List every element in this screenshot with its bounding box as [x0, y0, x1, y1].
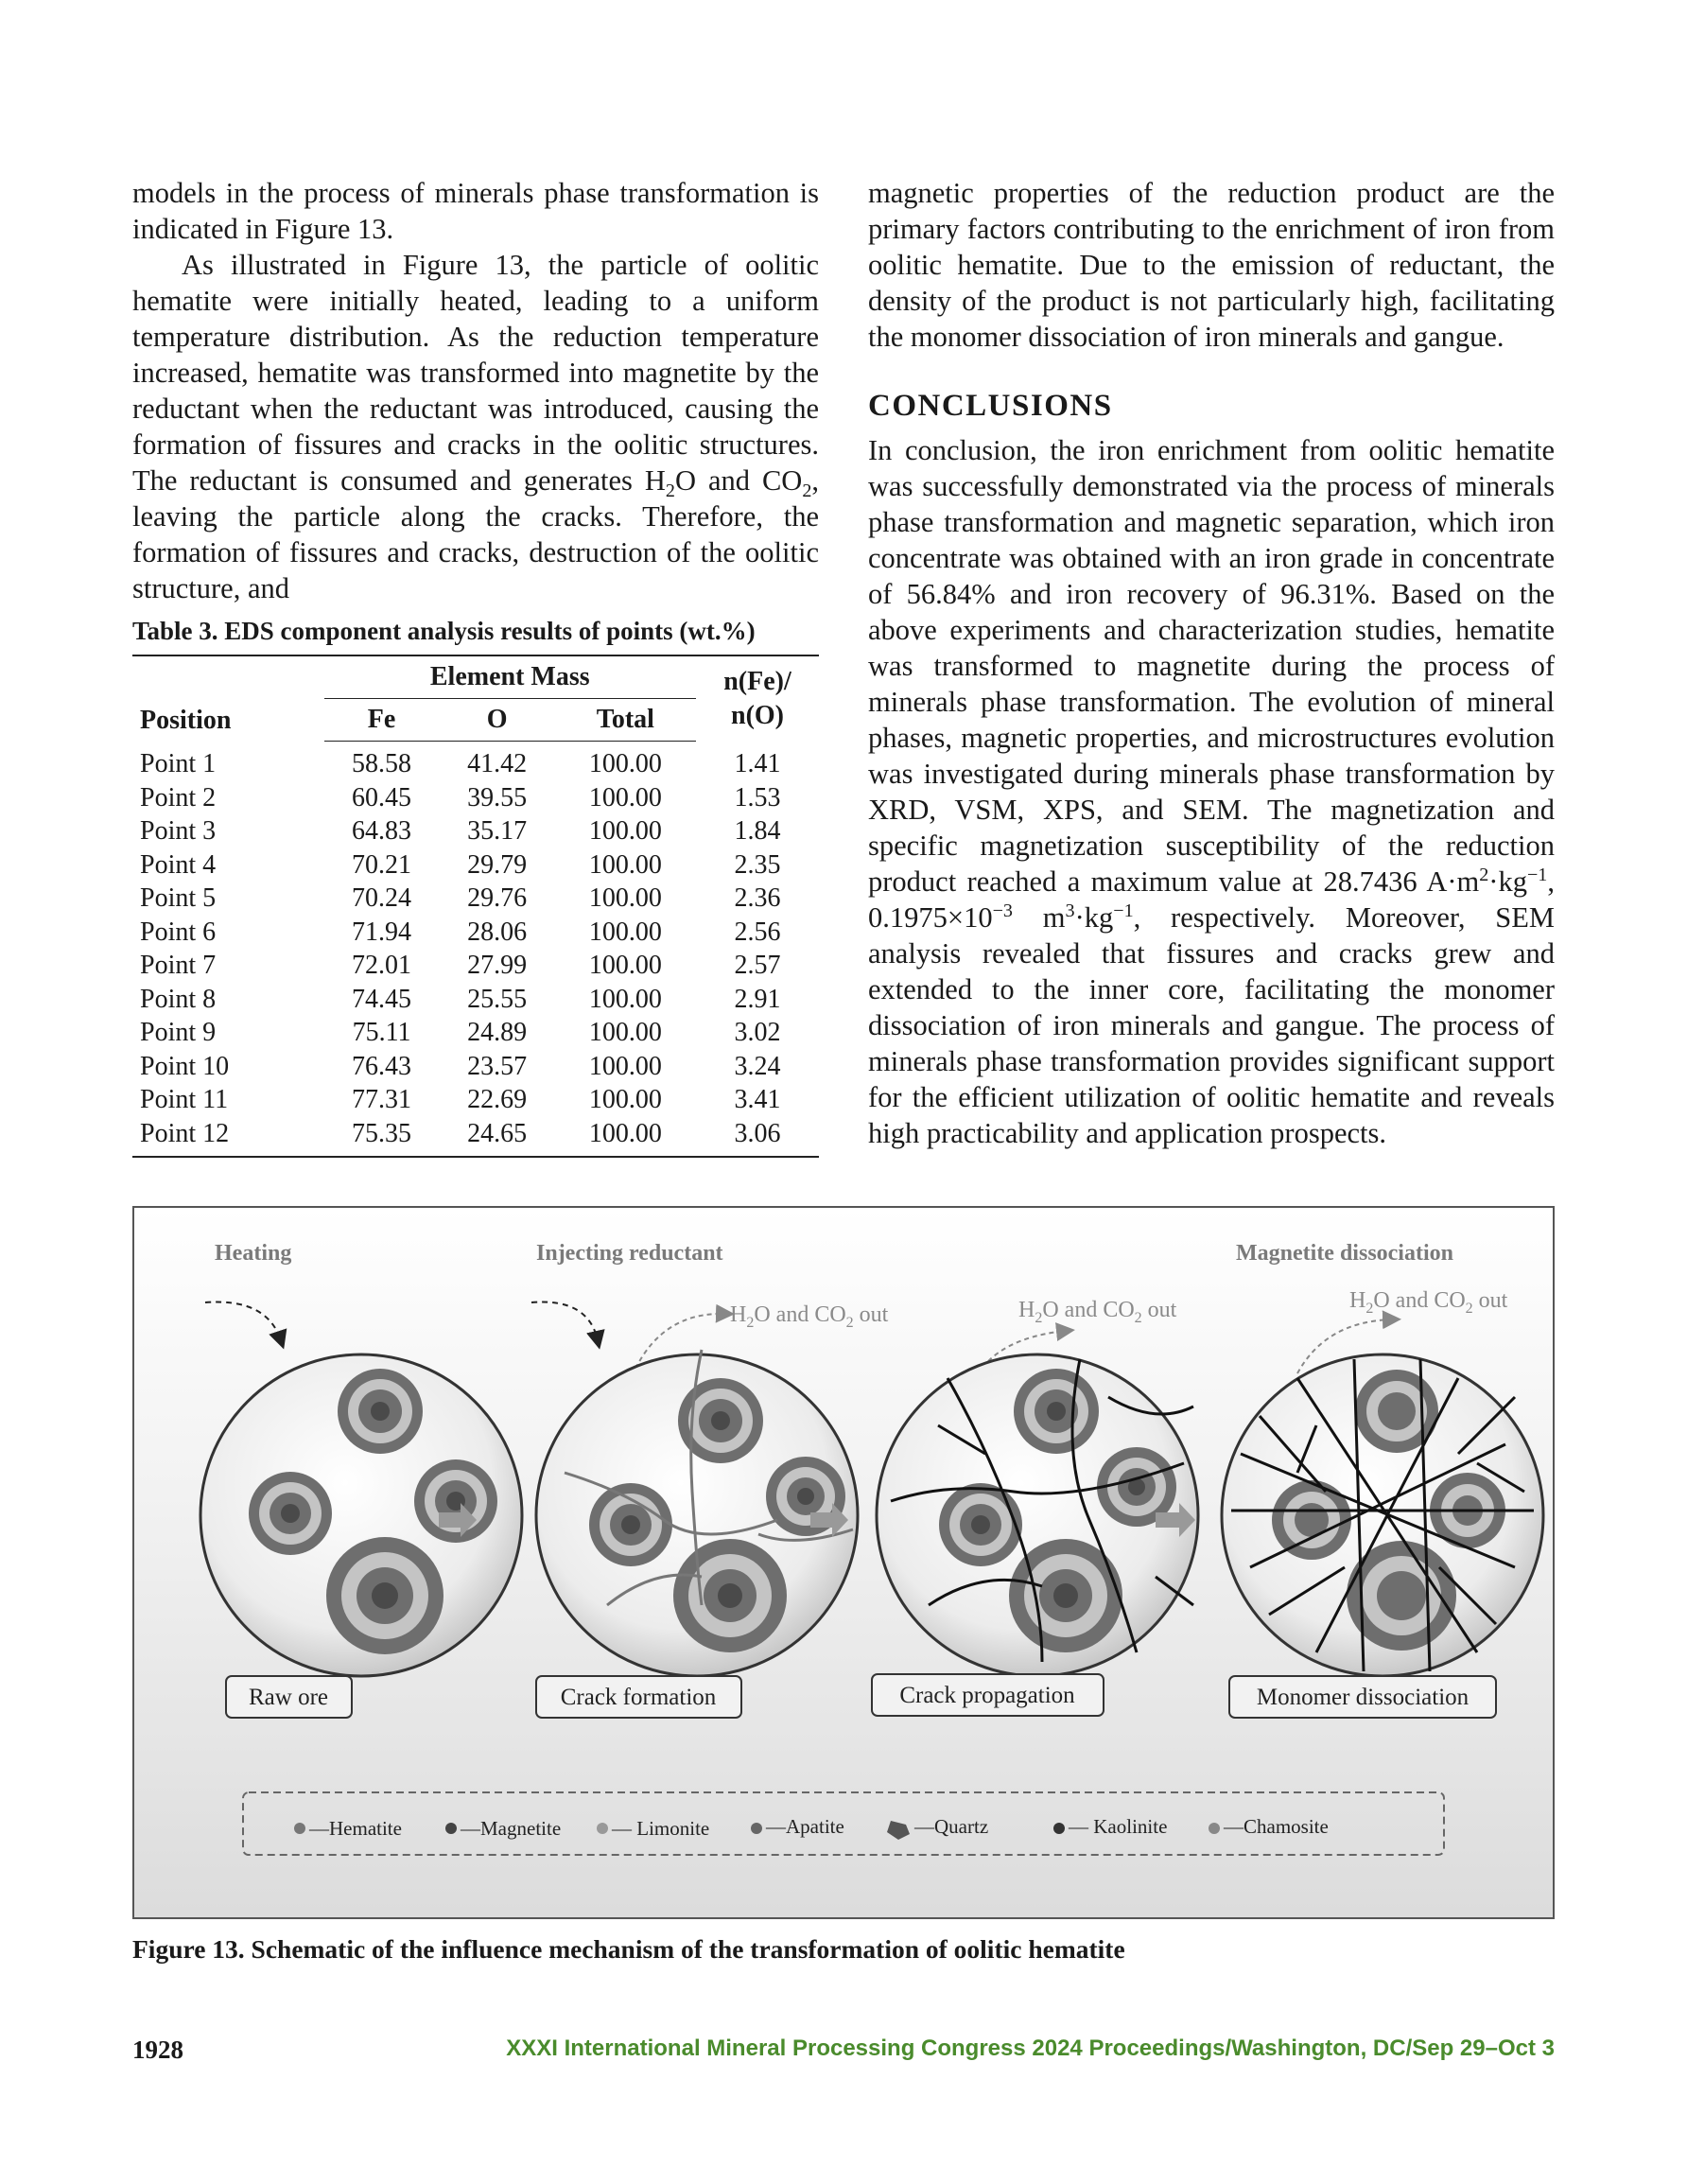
cell-fe: 64.83 [352, 816, 412, 846]
cell-o: 39.55 [467, 782, 528, 812]
label-crack-formation: Crack formation [560, 1685, 717, 1710]
cell-o: 29.76 [467, 883, 528, 913]
cell-ratio: 3.41 [734, 1085, 781, 1114]
header-ratio: n(Fe)/ n(O) [723, 666, 791, 730]
header-element-mass: Element Mass [324, 655, 697, 699]
cell-o: 23.57 [467, 1051, 528, 1081]
eds-table [132, 655, 819, 1158]
table-row [132, 742, 819, 781]
cell-ratio: 2.91 [734, 984, 781, 1014]
legend-quartz: —Quartz [914, 1815, 989, 1838]
cell-position: Point 4 [140, 849, 217, 880]
gas-out-label-3: $H_2O$ and $CO_2$ out [1349, 1288, 1508, 1317]
heating-arrow [205, 1302, 281, 1341]
cell-position: Point 11 [140, 1085, 229, 1114]
particle-monomer-dissociation [1222, 1354, 1543, 1676]
label-raw-ore: Raw ore [249, 1685, 328, 1710]
section-heading-conclusions: CONCLUSIONS [868, 389, 1113, 423]
table-row [132, 781, 819, 815]
magnetite-marker [445, 1823, 457, 1834]
conclusions-paragraph: In conclusion, the iron enrichment from oolitic hematite was successfully demonstrated via the process of minerals phase transformation and magnetic separation, which iron concentrate was obtained with an iron grade in concentrate of 56.84% and iron recovery of 96.31%. Based on the above experiments and characterization studies, hematite was transformed to magnetite during the process of minerals phase transformation. The evolution of mineral phases, magnetic properties, and microstructures evolution was investigated during minerals phase transformation by XRD, VSM, XPS, and SEM. The magnetization and specific magnetization susceptibility of the reduction product reached a maximum value at 28.7436 $A\cdot m^2\cdot kg^{-1}$, $0.1975\times 10^{-3}$ $m^3\cdot kg^{-1}$, respectively. Moreover, SEM analysis revealed that fissures and cracks grew and extended to the inner core, facilitating the monomer dissociation of iron minerals and gangue. The process of minerals phase transformation provides significant support for the efficient utilization of oolitic hematite and reveals high practicability and application prospects. [868, 434, 1555, 1149]
cell-position: Point 5 [140, 883, 217, 913]
stage-heading-magnetite: Magnetite dissociation [1236, 1241, 1453, 1266]
cell-position: Point 6 [140, 917, 217, 947]
cell-total: 100.00 [588, 1085, 662, 1114]
hematite-marker [294, 1823, 305, 1834]
cell-o: 35.17 [467, 816, 528, 846]
cell-position: Point 9 [140, 1018, 217, 1047]
cell-fe: 60.45 [352, 782, 412, 812]
cell-fe: 75.11 [352, 1018, 411, 1047]
chamosite-marker [1209, 1823, 1220, 1834]
cell-o: 25.55 [467, 984, 528, 1014]
table-row [132, 882, 819, 916]
limonite-marker [597, 1823, 608, 1834]
cell-total: 100.00 [588, 883, 662, 913]
cell-o: 22.69 [467, 1085, 528, 1114]
table-row [132, 1083, 819, 1117]
cell-total: 100.00 [588, 816, 662, 846]
cell-total: 100.00 [588, 951, 662, 980]
cell-position: Point 8 [140, 984, 217, 1014]
cell-ratio: 2.57 [734, 951, 781, 980]
gas-out-label-2: $H_2O$ and $CO_2$ out [1018, 1298, 1177, 1326]
table-row [132, 814, 819, 848]
cell-o: 28.06 [467, 917, 528, 947]
cell-position: Point 10 [140, 1051, 230, 1081]
cell-ratio: 1.53 [734, 782, 781, 812]
particle-crack-propagation [877, 1354, 1198, 1676]
table-row [132, 949, 819, 983]
legend [294, 1815, 1329, 1840]
legend-chamosite: —Chamosite [1224, 1815, 1329, 1838]
left-paragraph-2: As illustrated in Figure 13, the particle of oolitic hematite were initially heated, leading to a uniform temperature distribution. As the reduction temperature increased, hematite was transformed into magnetite by the reductant when the reductant was introduced, causing the formation of fissures and cracks in the oolitic structures. The reductant is consumed and generates $H_2O$ and $CO_2$, leaving the particle along the cracks. Therefore, the formation of fissures and cracks, destruction of the oolitic structure, and [132, 249, 819, 604]
particle-crack-formation [536, 1350, 858, 1676]
table-row [132, 1050, 819, 1084]
cell-fe: 58.58 [352, 749, 412, 778]
reductant-arrow [531, 1302, 598, 1341]
table-row [132, 1016, 819, 1050]
cell-o: 41.42 [467, 749, 528, 778]
cell-ratio: 3.24 [734, 1051, 781, 1081]
table-caption: Table 3. EDS component analysis results of points (wt.%) [132, 617, 756, 645]
cell-position: Point 1 [140, 748, 217, 778]
cell-total: 100.00 [588, 782, 662, 812]
legend-hematite: —Hematite [309, 1817, 402, 1840]
cell-total: 100.00 [588, 1018, 662, 1047]
cell-position: Point 12 [140, 1118, 230, 1148]
left-paragraph-1: models in the process of minerals phase transformation is indicated in Figure 13. [132, 177, 819, 245]
cell-fe: 70.21 [352, 849, 412, 880]
page-number: 1928 [132, 2035, 183, 2064]
table-row [132, 848, 819, 882]
figure-caption: Figure 13. Schematic of the influence mechanism of the transformation of oolitic hematite [132, 1934, 1125, 1964]
cell-ratio: 1.41 [734, 748, 781, 778]
legend-limonite: — Limonite [612, 1817, 710, 1840]
quartz-marker [887, 1821, 910, 1840]
cell-o: 24.65 [467, 1118, 528, 1148]
cell-o: 24.89 [467, 1018, 528, 1047]
cell-ratio: 2.36 [734, 883, 781, 913]
stage-heading-injecting: Injecting reductant [536, 1241, 723, 1266]
cell-ratio: 3.06 [734, 1118, 781, 1148]
cell-fe: 77.31 [352, 1085, 412, 1114]
header-position: Position [140, 705, 232, 735]
cell-fe: 71.94 [352, 917, 412, 947]
table-row [132, 916, 819, 950]
legend-kaolinite: — Kaolinite [1069, 1815, 1168, 1838]
cell-total: 100.00 [588, 984, 662, 1014]
cell-ratio: 1.84 [734, 816, 781, 846]
cell-fe: 76.43 [352, 1051, 412, 1081]
right-column [868, 175, 1555, 1151]
left-column [132, 175, 819, 606]
cell-ratio: 2.56 [734, 917, 781, 947]
figure-schematic [134, 1208, 1553, 1917]
table-row [132, 1117, 819, 1158]
running-footer-title: XXXI International Mineral Processing Congress 2024 Proceedings/Washington, DC/Sep 29–Oct 3 [506, 2035, 1555, 2061]
cell-fe: 74.45 [352, 984, 412, 1014]
stage-heading-heating: Heating [215, 1241, 292, 1266]
cell-fe: 70.24 [352, 883, 412, 913]
kaolinite-marker [1053, 1823, 1065, 1834]
cell-o: 29.79 [467, 849, 528, 880]
cell-position: Point 2 [140, 782, 217, 812]
header-total: Total [555, 699, 696, 742]
cell-ratio: 3.02 [734, 1018, 781, 1047]
right-paragraph-1: magnetic properties of the reduction product are the primary factors contributing to the enrichment of iron from oolitic hematite. Due to the emission of reductant, the density of the product is not particularly high, facilitating the monomer dissociation of iron minerals and gangue. [868, 177, 1555, 353]
legend-apatite: —Apatite [766, 1815, 844, 1838]
cell-position: Point 3 [140, 816, 217, 846]
cell-total: 100.00 [588, 849, 662, 880]
figure-13 [132, 1206, 1555, 1919]
label-monomer-dissociation: Monomer dissociation [1256, 1685, 1470, 1710]
cell-total: 100.00 [588, 749, 662, 778]
header-fe: Fe [324, 699, 440, 742]
cell-total: 100.00 [588, 1118, 662, 1148]
eds-table-block [132, 615, 819, 1158]
cell-total: 100.00 [588, 917, 662, 947]
particle-raw-ore [200, 1354, 522, 1676]
legend-magnetite: —Magnetite [461, 1817, 562, 1840]
cell-ratio: 2.35 [734, 849, 781, 880]
cell-fe: 72.01 [352, 951, 412, 980]
table-row [132, 983, 819, 1017]
gas-out-label-1: $H_2O$ and $CO_2$ out [730, 1302, 889, 1331]
cell-fe: 75.35 [352, 1118, 412, 1148]
cell-o: 27.99 [467, 951, 528, 980]
table-body [132, 742, 819, 1158]
apatite-marker [751, 1823, 762, 1834]
cell-total: 100.00 [588, 1051, 662, 1081]
header-o: O [440, 699, 555, 742]
cell-position: Point 7 [140, 951, 217, 980]
label-crack-propagation: Crack propagation [899, 1683, 1075, 1708]
